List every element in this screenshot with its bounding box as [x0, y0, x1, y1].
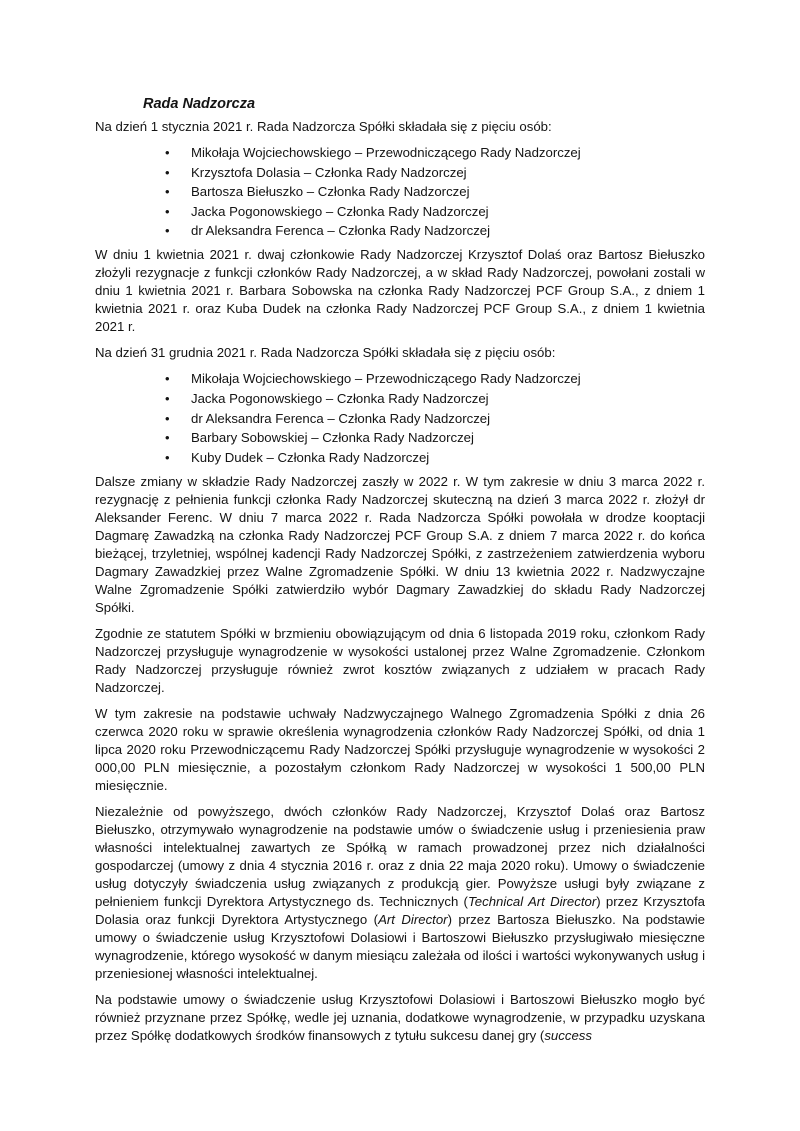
list-item: • Bartosza Biełuszko – Członka Rady Nadzorczej	[191, 183, 705, 201]
board-members-list-2021-end	[95, 370, 705, 466]
italic-term: Technical Art Director	[467, 893, 597, 909]
board-members-list-2021-start	[95, 144, 705, 240]
paragraph-statute-remuneration: Zgodnie ze statutem Spółki w brzmieniu obowiązującym od dnia 6 listopada 2019 roku, członkom Rady Nadzorczej przysługuje wynagrodzenie w wysokości ustalonej przez Walne Zgromadzenie. Członkom Rady Nadzorczej przysługuje również zwrot kosztów związanych z udziałem w pracach Rady Nadzorczej.	[95, 625, 705, 695]
document-page	[95, 94, 705, 1053]
list-item: • Mikołaja Wojciechowskiego – Przewodniczącego Rady Nadzorczej	[191, 370, 705, 388]
paragraph-service-agreements: Niezależnie od powyższego, dwóch członków Rady Nadzorczej, Krzysztof Dolaś oraz Bartosz Biełuszko, otrzymywało wynagrodzenie na podstawie umów o świadczenie usług i przeniesienia praw własności intelektualnej zawartych ze Spółką w ramach prowadzonej przez nich działalności gospodarczej (umowy z dnia 4 stycznia 2016 r. oraz z dnia 22 maja 2020 roku). Umowy o świadczenie usług dotyczyły świadczenia usług związanych z produkcją gier. Powyższe usługi były związane z pełnieniem funkcji Dyrektora Artystycznego ds. Technicznych (Technical Art Director) przez Krzysztofa Dolasia oraz funkcji Dyrektora Artystycznego (Art Director) przez Bartosza Biełuszko. Na podstawie umowy o świadczenie usług Krzysztofowi Dolasiowi i Bartoszowi Biełuszko przysługiwało miesięczne wynagrodzenie, którego wysokość w danym miesiącu zależała od ilości i wartości wykonywanych usług i przeniesionej własności intelektualnej.	[95, 803, 705, 981]
list-item: • Krzysztofa Dolasia – Członka Rady Nadzorczej	[191, 164, 705, 182]
section-heading: Rada Nadzorcza	[143, 96, 256, 112]
list-item: • Jacka Pogonowskiego – Członka Rady Nadzorczej	[191, 390, 705, 408]
paragraph-resignations-2021: W dniu 1 kwietnia 2021 r. dwaj członkowie Rady Nadzorczej Krzysztof Dolaś oraz Bartosz Biełuszko złożyli rezygnacje z funkcji członków Rady Nadzorczej, a w skład Rady Nadzorczej, powołani zostali w dniu 1 kwietnia 2021 r. Barbara Sobowska na członka Rady Nadzorczej PCF Group S.A., z dniem 1 kwietnia 2021 r. oraz Kuba Dudek na członka Rady Nadzorczej PCF Group S.A., z dniem 1 kwietnia 2021 r.	[95, 247, 705, 335]
list-item: • dr Aleksandra Ferenca – Członka Rady Nadzorczej	[191, 410, 705, 428]
list-item: • Mikołaja Wojciechowskiego – Przewodniczącego Rady Nadzorczej	[191, 144, 705, 162]
list-item: • Jacka Pogonowskiego – Członka Rady Nadzorczej	[191, 203, 705, 221]
list-item: • dr Aleksandra Ferenca – Członka Rady Nadzorczej	[191, 222, 705, 240]
paragraph-additional-remuneration: Na podstawie umowy o świadczenie usług Krzysztofowi Dolasiowi i Bartoszowi Biełuszko mogło być również przyznane przez Spółkę, wedle jej uznania, dodatkowe wynagrodzenie, w przypadku uzyskana przez Spółkę dodatkowych środków finansowych z tytułu sukcesu danej gry (success	[95, 991, 705, 1043]
list-item: • Kuby Dudek – Członka Rady Nadzorczej	[191, 449, 705, 467]
italic-term: Art Director	[378, 911, 448, 927]
italic-term: success	[544, 1027, 592, 1043]
list-item: • Barbary Sobowskiej – Członka Rady Nadzorczej	[191, 429, 705, 447]
paragraph-board-composition-start: Na dzień 1 stycznia 2021 r. Rada Nadzorcza Spółki składała się z pięciu osób:	[95, 119, 552, 134]
paragraph-board-composition-end: Na dzień 31 grudnia 2021 r. Rada Nadzorcza Spółki składała się z pięciu osób:	[95, 345, 556, 361]
paragraph-resolution-remuneration: W tym zakresie na podstawie uchwały Nadzwyczajnego Walnego Zgromadzenia Spółki z dnia 26 czerwca 2020 roku w sprawie określenia wynagrodzenia członków Rady Nadzorczej Spółki, od dnia 1 lipca 2020 roku Przewodniczącemu Rady Nadzorczej Spółki przysługuje wynagrodzenie w wysokości 2 000,00 PLN miesięcznie, a pozostałym członkom Rady Nadzorczej w wysokości 1 500,00 PLN miesięcznie.	[95, 705, 705, 793]
paragraph-changes-2022: Dalsze zmiany w składzie Rady Nadzorczej zaszły w 2022 r. W tym zakresie w dniu 3 marca 2022 r. rezygnację z pełnienia funkcji członka Rady Nadzorczej skuteczną na dzień 3 marca 2022 r. złożył dr Aleksander Ferenc. W dniu 7 marca 2022 r. Rada Nadzorcza Spółki powołała w drodze kooptacji Dagmarę Zawadzką na członka Rady Nadzorczej PCF Group S.A. z dniem 7 marca 2022 r. do końca bieżącej, trzyletniej, wspólnej kadencji Rady Nadzorczej Spółki, z zastrzeżeniem zatwierdzenia wyboru Dagmary Zawadzkiej przez Walne Zgromadzenie Spółki. W dniu 13 kwietnia 2022 r. Nadzwyczajne Walne Zgromadzenie Spółki zatwierdziło wybór Dagmary Zawadzkiej do składu Rady Nadzorczej Spółki.	[95, 473, 705, 615]
